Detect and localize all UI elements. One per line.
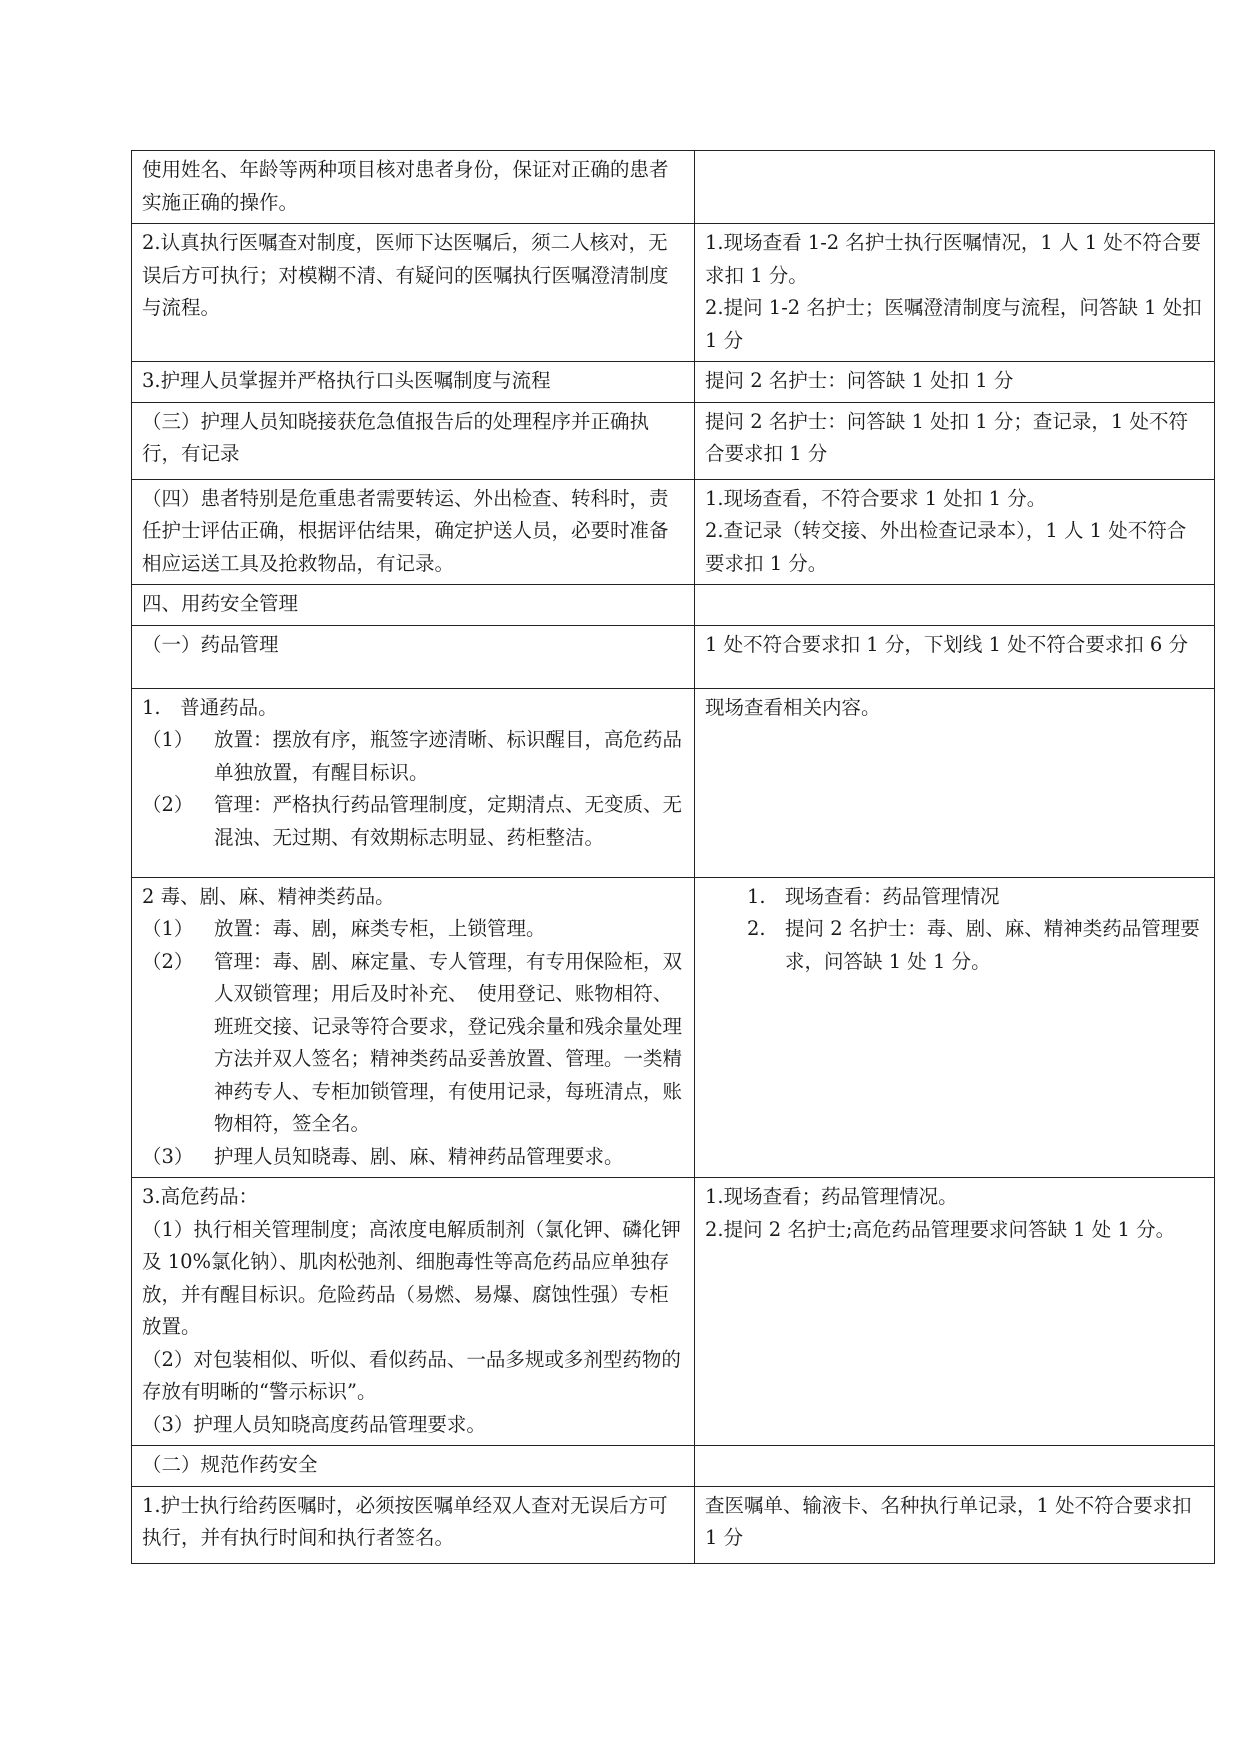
item-heading: 2 毒、剧、麻、精神类药品。 — [142, 884, 395, 908]
table-row — [132, 1178, 1215, 1446]
list-item — [747, 881, 1204, 914]
table-row — [132, 224, 1215, 362]
item-number: 2. — [747, 917, 766, 940]
cell-text: （1）执行相关管理制度；高浓度电解质制剂（氯化钾、磷化钾及 10%氯化钠）、肌肉松弛剂、细胞毒性等高危药品应单独存放，并有醒目标识。危险药品（易燃、易爆、腐蚀性强）专柜放置。 — [142, 1217, 681, 1338]
cell-text: 1.现场查看，不符合要求 1 处扣 1 分。 — [705, 486, 1047, 510]
cell-text: 现场查看相关内容。 — [705, 695, 881, 719]
scoring-cell — [695, 1446, 1215, 1487]
list-item — [142, 946, 684, 1141]
criteria-cell — [132, 151, 695, 224]
criteria-cell — [132, 402, 695, 479]
cell-text: 1.现场查看；药品管理情况。 — [705, 1185, 958, 1208]
item-text: 护理人员知晓毒、剧、麻、精神药品管理要求。 — [214, 1144, 624, 1168]
criteria-cell — [132, 688, 695, 877]
scoring-cell — [695, 625, 1215, 688]
table-row — [132, 585, 1215, 626]
scoring-cell — [695, 585, 1215, 626]
scoring-cell — [695, 877, 1215, 1178]
item-number: 1. — [747, 884, 766, 908]
cell-text: （四）患者特别是危重患者需要转运、外出检查、转科时，责任护士评估正确，根据评估结果，确定护送人员，必要时准备相应运送工具及抢救物品，有记录。 — [142, 486, 669, 575]
cell-text: 2.提问 2 名护士;高危药品管理要求问答缺 1 处 1 分。 — [705, 1217, 1176, 1241]
item-number: （2） — [142, 949, 194, 973]
cell-text: 2.查记录（转交接、外出检查记录本），1 人 1 处不符合要求扣 1 分。 — [705, 519, 1187, 575]
cell-text: 1 处不符合要求扣 1 分，下划线 1 处不符合要求扣 6 分 — [705, 632, 1189, 656]
table-row — [132, 402, 1215, 479]
list-item — [142, 724, 684, 789]
table-row — [132, 362, 1215, 403]
criteria-cell — [132, 479, 695, 585]
item-number: （1） — [142, 728, 194, 751]
cell-text: 使用姓名、年龄等两种项目核对患者身份，保证对正确的患者实施正确的操作。 — [142, 158, 669, 214]
cell-text: 2.认真执行医嘱查对制度，医师下达医嘱后，须二人核对，无误后方可执行；对模糊不清、有疑问的医嘱执行医嘱澄清制度与流程。 — [142, 231, 669, 319]
cell-text: 1.护士执行给药医嘱时，必须按医嘱单经双人查对无误后方可执行，并有执行时间和执行者签名。 — [142, 1493, 668, 1549]
item-text: 提问 2 名护士：毒、剧、麻、精神类药品管理要求，问答缺 1 处 1 分。 — [785, 917, 1200, 973]
section-heading-cell — [132, 1446, 695, 1487]
criteria-cell — [132, 1486, 695, 1563]
scoring-cell — [695, 688, 1215, 877]
cell-text: 提问 2 名护士：问答缺 1 处扣 1 分 — [705, 369, 1014, 392]
cell-text: （三）护理人员知晓接获危急值报告后的处理程序并正确执行，有记录 — [142, 409, 650, 465]
item-text: 管理：毒、剧、麻定量、专人管理，有专用保险柜，双人双锁管理；用后及时补充、 使用登记、账物相符、 班班交接、记录等符合要求，登记残余量和残余量处理方法并双人签名；精神类药品妥善放置、管理。一类精神药专人、专柜加锁管理，有使用记录，每班清点，账物相符，签全名。 — [214, 949, 683, 1135]
scoring-cell — [695, 362, 1215, 403]
table-row — [132, 1486, 1215, 1563]
list-item — [142, 1141, 684, 1174]
cell-text: （2）对包装相似、听似、看似药品、一品多规或多剂型药物的存放有明晰的“警示标识”。 — [142, 1347, 681, 1403]
scoring-cell — [695, 479, 1215, 585]
criteria-cell — [132, 877, 695, 1178]
scoring-cell — [695, 224, 1215, 362]
table-row — [132, 479, 1215, 585]
item-heading: 1. 普通药品。 — [142, 695, 278, 719]
item-heading: 3.高危药品： — [142, 1185, 259, 1208]
section-heading-cell — [132, 585, 695, 626]
list-item — [142, 913, 684, 946]
scoring-cell — [695, 1178, 1215, 1446]
criteria-cell — [132, 362, 695, 403]
table-row — [132, 625, 1215, 688]
list-item — [142, 789, 684, 854]
cell-text: 提问 2 名护士：问答缺 1 处扣 1 分；查记录，1 处不符合要求扣 1 分 — [705, 409, 1189, 465]
table-row — [132, 1446, 1215, 1487]
numbered-list — [705, 881, 1204, 979]
cell-text: 查医嘱单、输液卡、名种执行单记录，1 处不符合要求扣 1 分 — [705, 1493, 1192, 1549]
cell-text: （一）药品管理 — [142, 632, 279, 656]
criteria-cell — [132, 1178, 695, 1446]
assessment-table — [131, 150, 1215, 1564]
cell-text: 2.提问 1-2 名护士；医嘱澄清制度与流程，问答缺 1 处扣 1 分 — [705, 296, 1202, 352]
section-heading: （二）规范作药安全 — [142, 1453, 318, 1476]
item-number: （1） — [142, 917, 194, 940]
criteria-cell — [132, 625, 695, 688]
table-row — [132, 151, 1215, 224]
table-row — [132, 877, 1215, 1178]
section-heading: 四、用药安全管理 — [142, 592, 299, 615]
criteria-cell — [132, 224, 695, 362]
item-text: 放置：毒、剧，麻类专柜，上锁管理。 — [214, 917, 546, 940]
table-row — [132, 688, 1215, 877]
list-item — [747, 913, 1204, 978]
cell-text: 1.现场查看 1-2 名护士执行医嘱情况，1 人 1 处不符合要求扣 1 分。 — [705, 231, 1201, 287]
item-number: （3） — [142, 1144, 194, 1168]
scoring-cell — [695, 402, 1215, 479]
item-text: 放置：摆放有序，瓶签字迹清晰、标识醒目，高危药品单独放置，有醒目标识。 — [214, 728, 683, 784]
item-text: 管理：严格执行药品管理制度，定期清点、无变质、无混浊、无过期、有效期标志明显、药柜整洁。 — [214, 793, 683, 849]
scoring-cell — [695, 1486, 1215, 1563]
item-number: （2） — [142, 793, 194, 816]
scoring-cell — [695, 151, 1215, 224]
cell-text: 3.护理人员掌握并严格执行口头医嘱制度与流程 — [142, 369, 551, 392]
item-text: 现场查看：药品管理情况 — [785, 884, 1000, 908]
cell-text: （3）护理人员知晓高度药品管理要求。 — [142, 1412, 486, 1436]
